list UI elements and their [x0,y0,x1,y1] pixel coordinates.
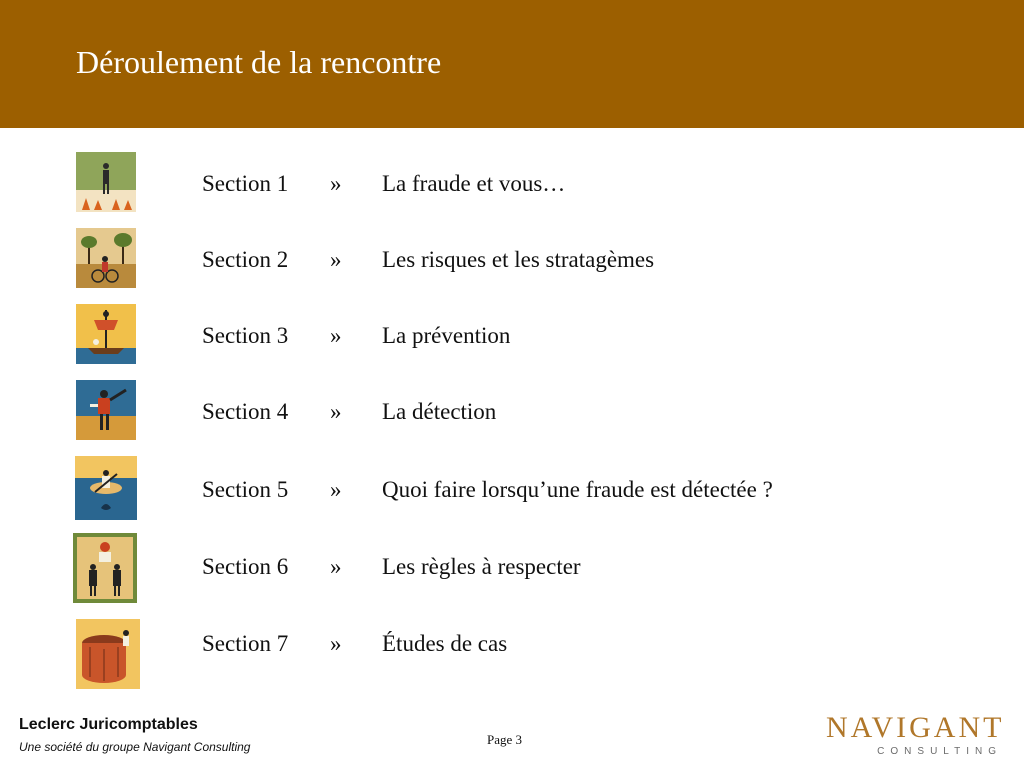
section-arrow: » [330,399,342,424]
header-banner [0,0,1024,128]
section-label: Section 7 [202,631,289,656]
section-label: Section 1 [202,171,289,196]
figure-among-cones-icon [76,152,136,212]
section-label: Section 5 [202,477,289,502]
navigant-logo [826,712,1004,757]
section-row-5 [0,456,1024,532]
rowboat-water-icon [75,456,137,520]
section-arrow: » [330,477,342,502]
section-row-6 [0,533,1024,609]
section-arrow: » [330,554,342,579]
round-building-icon [76,619,140,689]
section-title: La fraude et vous… [382,171,566,196]
section-label: Section 6 [202,554,289,579]
section-title: La prévention [382,323,511,348]
footer-company-name: Leclerc Juricomptables [19,716,198,733]
section-arrow: » [330,247,342,272]
section-title: Quoi faire lorsqu’une fraude est détectée ? [382,477,773,502]
section-title: Les risques et les stratagèmes [382,247,655,272]
section-title: La détection [382,399,497,424]
section-arrow: » [330,631,342,656]
cyclist-trees-icon [76,228,136,288]
section-title: Les règles à respecter [382,554,581,579]
section-row-1 [0,152,1024,228]
explorer-telescope-icon [76,380,136,440]
section-arrow: » [330,171,342,196]
people-lifting-icon [73,533,137,603]
section-label: Section 2 [202,247,289,272]
section-row-4 [0,380,1024,456]
logo-subtitle: CONSULTING [877,746,1002,757]
section-label: Section 4 [202,399,289,424]
footer-tagline: Une société du groupe Navigant Consulting [19,740,251,754]
section-label: Section 3 [202,323,289,348]
section-row-2 [0,228,1024,304]
section-title: Études de cas [382,631,508,656]
logo-wordmark: NAVIGANT [826,711,1005,744]
section-row-3 [0,304,1024,380]
section-arrow: » [330,323,342,348]
lookout-boat-icon [76,304,136,364]
section-row-7 [0,619,1024,695]
page-number: Page 3 [487,732,523,747]
page-title: Déroulement de la rencontre [76,44,442,80]
